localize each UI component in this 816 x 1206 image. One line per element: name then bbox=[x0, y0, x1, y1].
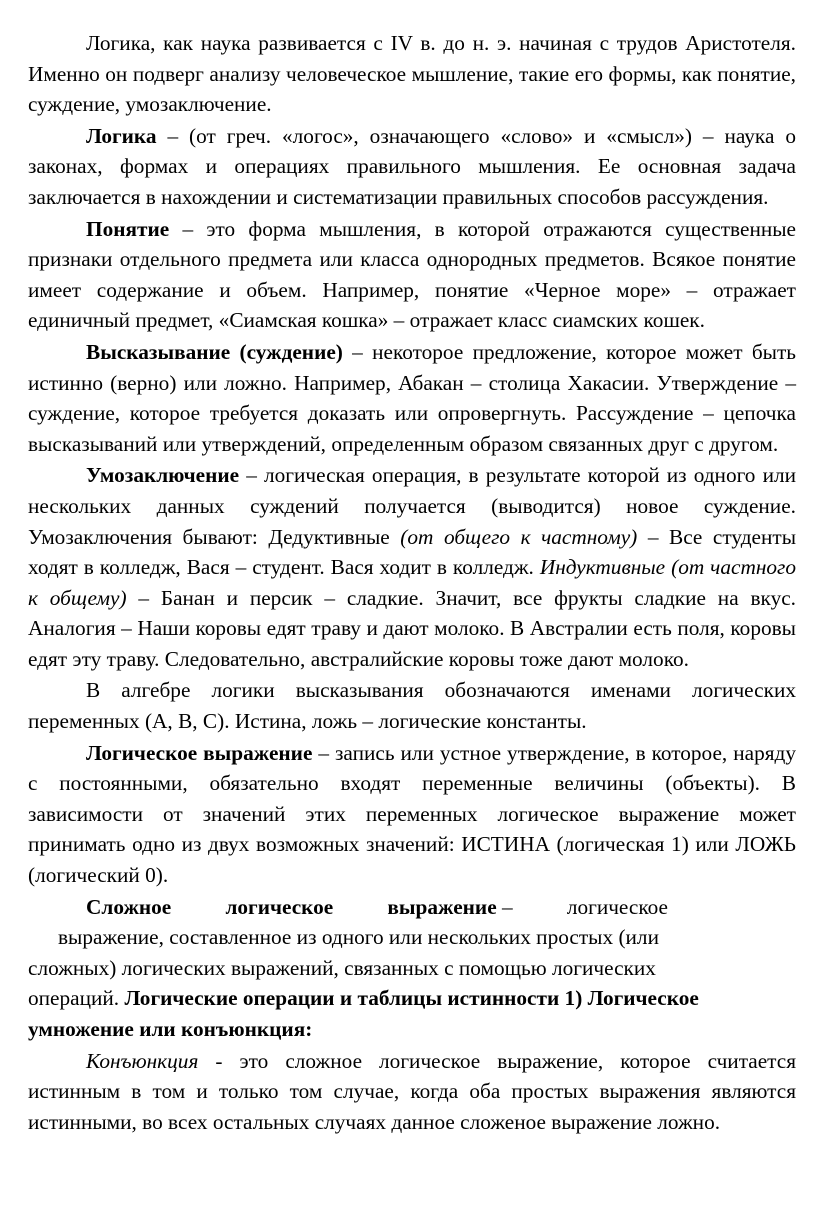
term-logical-expression: Логическое выражение bbox=[86, 740, 313, 765]
complex-expression-line-4: операций. Логические операции и таблицы истинности 1) Логическое bbox=[28, 986, 699, 1011]
deductive-note: (от общего к частному) bbox=[400, 524, 638, 549]
complex-expression-line-2: выражение, составленное из одного или нескольких простых (или bbox=[58, 925, 659, 950]
paragraph-logic-algebra: В алгебре логики высказывания обозначаются именами логических переменных (A, B, C). Истина, ложь – логические константы. bbox=[28, 678, 796, 734]
paragraph-logical-expression: Логическое выражение – запись или устное утверждение, в которое, наряду с постоянными, обязательно входят переменные величины (объекты). В зависимости от значений этих переменных логическое выражение может принимать одно из двух возможных значений: ИСТИНА (логическая 1) или ЛОЖЬ (логический 0). bbox=[28, 740, 796, 888]
paragraph-intro: Логика, как наука развивается с IV в. до н. э. начиная с трудов Аристотеля. Именно он подверг анализу человеческое мышление, такие его формы, как понятие, суждение, умозаключение. bbox=[28, 31, 796, 117]
inductive-note: Индуктивные (от частного к общему) bbox=[28, 555, 796, 610]
heading-logical-operations: Логические операции и таблицы истинности 1) Логическое bbox=[124, 986, 699, 1011]
paragraph-complex-expression bbox=[28, 892, 796, 1045]
term-inference: Умозаключение bbox=[86, 463, 240, 488]
paragraph-inference-definition: Умозаключение – логическая операция, в результате которой из одного или нескольких данных суждений получается (выводится) новое суждение. Умозаключения бывают: Дедуктивные (от общего к частному) – Все студенты ходят в колледж, Вася – студент. Вася ходит в колледж. Индуктивные (от частного к общему) – Банан и персик – сладкие. Значит, все фрукты сладкие на вкус. Аналогия – Наши коровы едят траву и дают молоко. В Австралии есть поля, коровы едят эту траву. Следовательно, австралийские коровы тоже дают молоко. bbox=[28, 463, 797, 671]
paragraph-statement-definition: Высказывание (суждение) – некоторое предложение, которое может быть истинно (верно) или ложно. Например, Абакан – столица Хакасии. Утверждение – суждение, которое требуется доказать или опровергнуть. Рассуждение – цепочка высказываний или утверждений, определенным образом связанных друг с другом. bbox=[28, 339, 796, 456]
paragraph-conjunction-definition: Конъюнкция - это сложное логическое выражение, которое считается истинным в том и только том случае, когда оба простых выражения являются истинными, во всех остальных случаях данное сложеное выражение ложно. bbox=[28, 1048, 796, 1134]
paragraph-logic-definition: Логика – (от греч. «логос», означающего «слово» и «смысл») – наука о законах, формах и операциях правильного мышления. Ее основная задача заключается в нахождении и систематизации правильных способов рассуждения. bbox=[28, 123, 796, 209]
heading-conjunction: умножение или конъюнкция: bbox=[28, 1017, 313, 1041]
complex-expression-line-3: сложных) логических выражений, связанных с помощью логических bbox=[28, 955, 656, 980]
complex-expression-first-line: Сложное логическое выражение – логическое bbox=[86, 894, 668, 919]
paragraph-concept-definition: Понятие – это форма мышления, в которой отражаются существенные признаки отдельного предмета или класса однородных предметов. Всякое понятие имеет содержание и объем. Например, понятие «Черное море» – отражает единичный предмет, «Сиамская кошка» – отражает класс сиамских кошек. bbox=[28, 216, 796, 333]
term-statement: Высказывание (суждение) bbox=[86, 339, 343, 364]
term-concept: Понятие bbox=[86, 216, 170, 241]
term-logic: Логика bbox=[86, 123, 157, 148]
complex-expression-line-5 bbox=[28, 1014, 796, 1045]
term-conjunction: Конъюнкция bbox=[86, 1048, 199, 1073]
